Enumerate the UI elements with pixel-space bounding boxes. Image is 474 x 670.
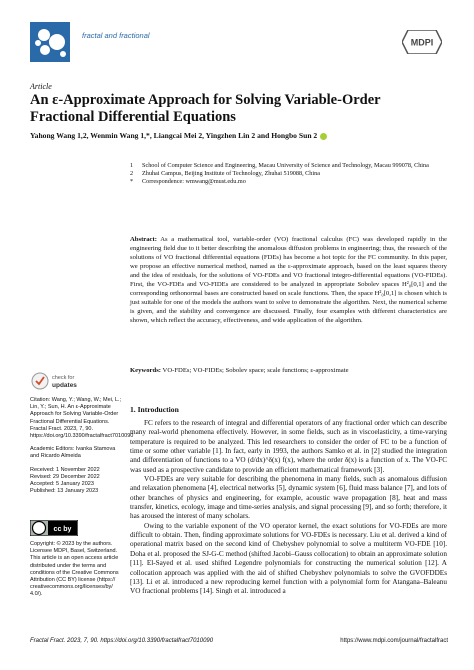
footer-citation[interactable]: Fractal Fract. 2023, 7, 90. https://doi.org/10.3390/fractalfract7010090 (30, 638, 214, 644)
correspondence: * Correspondence: wmwang@must.edu.mo (130, 178, 246, 186)
accepted-date: Accepted: 5 January 2023 (30, 481, 94, 488)
paragraph: VO-FDEs are very suitable for describing the phenomena in many fields, such as anomalous diffusion and relaxation phenomena [4], electrical networks [5], dynamic system [6], fluid mass balance [7], and lots of other branches of physics and engineering, for example, acoustic wave propagation [8], heat and mass transfer, kinetics, ecology, image and time-series analysis, and signal processing [9], and so forth; therefore, it has aroused the interest of many scholars. (130, 475, 447, 521)
affiliations (130, 162, 450, 187)
footer-journal-link[interactable]: https://www.mdpi.com/journal/fractalfract (340, 638, 448, 644)
svg-text:cc by: cc by (53, 526, 72, 533)
article-type: Article (30, 82, 52, 91)
academic-editors: Academic Editors: Ivanka Stamova and Ricardo Almeida (30, 446, 116, 460)
author-list (30, 131, 450, 141)
check-for-updates-button[interactable] (30, 370, 110, 392)
svg-text:updates: updates (52, 382, 77, 389)
cc-by-license-badge[interactable] (30, 520, 78, 536)
article-title: An ε-Approximate Approach for Solving Variable-Order Fractional Differential Equations (30, 92, 381, 125)
svg-text:MDPI: MDPI (410, 37, 434, 48)
citation[interactable]: Citation: Wang, Y.; Wang, W.; Mei, L.; Lin, Y.; Sun, H. An ε-Approximate Approach for Solving Variable-Order Fractional Differential Equations. Fractal Fract. 2023, 7, 90. https://doi.org/10.3390/fractalfract7010090 (30, 397, 134, 440)
abstract (130, 235, 447, 325)
introduction-body (130, 419, 447, 597)
keywords (130, 366, 447, 375)
journal-name: fractal and fractional (82, 31, 150, 40)
keywords-text: VO-FDEs; VO-FIDEs; Sobolev space; scale functions; ε-approximate (162, 367, 349, 374)
author-names: Yahong Wang 1,2, Wenmin Wang 1,*, Liangcai Mei 2, Yingzhen Lin 2 and Hongbo Sun 2 (30, 131, 318, 140)
revised-date: Revised: 29 December 2022 (30, 473, 100, 480)
affiliation-item: 2 Zhuhai Campus, Beijing Institute of Technology, Zhuhai 519088, China (130, 170, 320, 178)
copyright-notice: Copyright: © 2023 by the authors. Licensee MDPI, Basel, Switzerland. This article is an open access article distributed under the terms and conditions of the Creative Commons Attribution (CC BY) license (https:// creativecommons.org/licenses/by/ 4.0/). (30, 541, 119, 598)
orcid-icon[interactable] (320, 133, 327, 140)
abstract-text: As a mathematical tool, variable-order (VO) fractional calculus (FC) was developed rapidly in the engineering field due to it better describing the anomalous diffusion problems in engineering; thus, the research of the solutions of VO fractional differential equations (FDEs) has become a hot topic for the FC community. In this paper, we propose an effective numerical method, named as the ε-approximate approach, based on the least squares theory and the idea of residuals, for the solutions of VO-FDEs and VO fractional integro-differential equations (VO-FIDEs). First, the VO-FDEs and VO-FIDEs are considered to be analyzed in appropriate Sobolev spaces H²₀[0,1] and the corresponding orthonormal bases are constructed based on scale functions. Then, the space H²₀[0,1] is chosen which is just suitable for one of the models the authors want to solve to demonstrate the algorithm. Next, the numerical scheme is given, and the stability and convergence are discussed. Finally, four examples with different characteristics are shown, which reflect the accuracy, effectiveness, and wide application of the algorithm. (130, 236, 447, 325)
paragraph: FC refers to the research of integral and differential operators of any fractional order which can describe many real-world phenomena effectively. However, in some fields, such as in viscoelasticity, a time-varying temperature is required to be analyzed. This led researchers to consider the order of FC to be a function of time or some other variable [1]. In fact, early in 1993, the authors Samko et al. in [2] studied the integration and differentiation of functions to a VO (d/dx)^δ(x) f(x), where the order δ(x) is a function of x. The VO-FC was used as a prospective candidate to provide an efficient mathematical framework [3]. (130, 419, 447, 474)
paragraph: Owing to the variable exponent of the VO operator kernel, the exact solutions for VO-FDEs are more difficult to obtain. Then, finding approximate solutions for VO-FDEs is necessary. Liu et al. derived a kind of operational matrix based on the second kind of Chebyshev polynomial to solve a multiterm VO-FDE [10]. Doha et al. proposed the SJ-G-C method (shifted Jacobi–Gauss collocation) to obtain an approximate solution [11]. El-Sayed et al. used shifted Legendre polynomials for constructing the numerical solution [12]. A collocation approach was applied with the aid of shifted Chebyshev polynomials to solve the GVOFDDEs [13]. Li et al. introduced a new reproducing kernel function with a polynomial form for Atangana–Baleanu VO fractional problems [14]. Singh et al. introduced a (130, 521, 447, 596)
affiliation-item: 1 School of Computer Science and Engineering, Macau University of Science and Technology, Macau 999078, China (130, 162, 429, 169)
section-heading: 1. Introduction (130, 405, 179, 414)
abstract-label: Abstract: (130, 236, 157, 243)
keywords-label: Keywords: (130, 367, 161, 374)
journal-logo (30, 22, 70, 62)
mdpi-logo (402, 30, 442, 54)
svg-text:check for: check for (52, 375, 75, 381)
published-date: Published: 13 January 2023 (30, 488, 99, 495)
article-info (30, 397, 134, 495)
received-date: Received: 1 November 2022 (30, 466, 100, 473)
